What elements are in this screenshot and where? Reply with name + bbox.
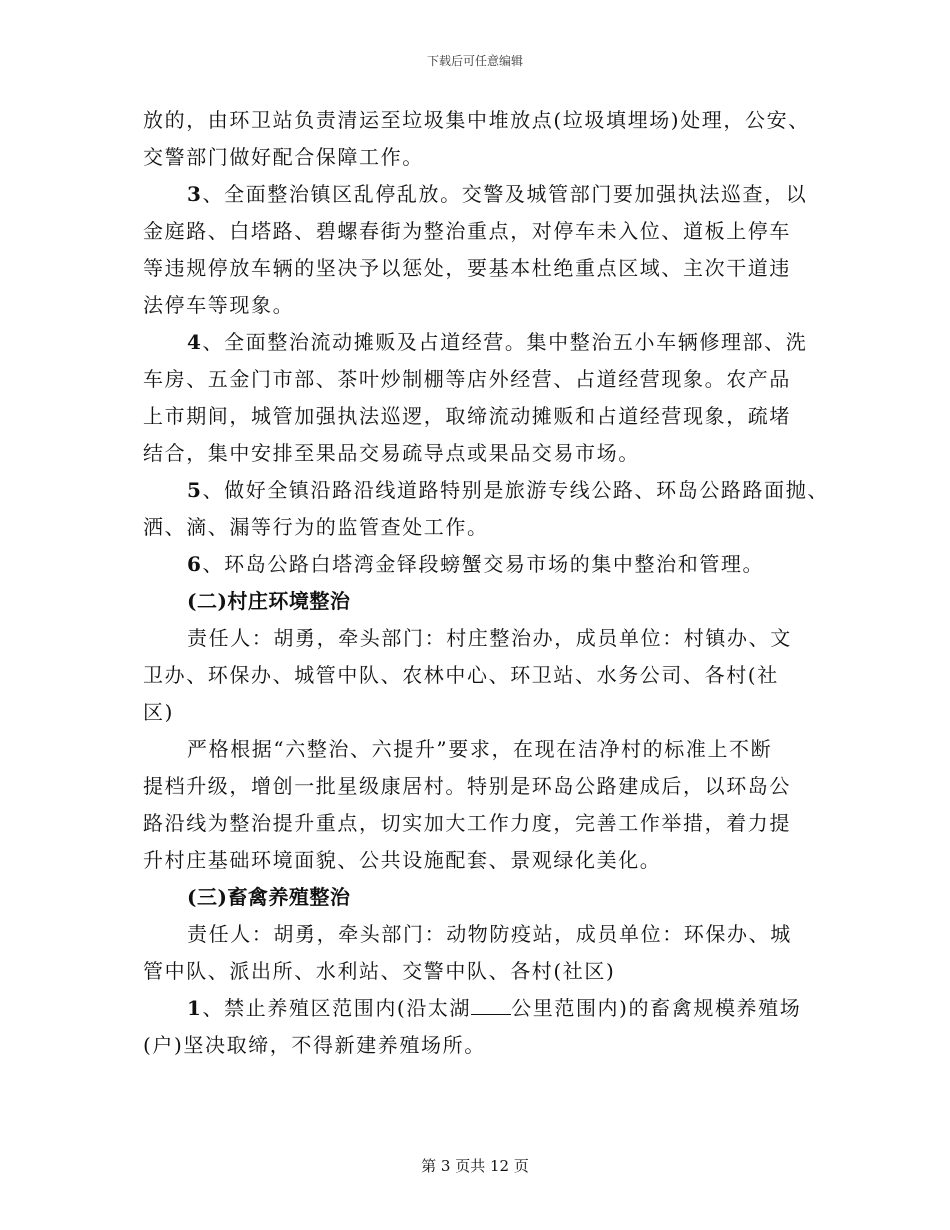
text-line: 等违规停放车辆的坚决予以惩处，要基本杜绝重点区域、主次干道违 (143, 256, 791, 280)
text-line: 金庭路、白塔路、碧螺春街为整治重点，对停车未入位、道板上停车 (143, 219, 791, 243)
paragraph (143, 324, 823, 472)
text-line: 法停车等现象。 (143, 293, 295, 317)
document-body (143, 102, 829, 1064)
text-run: 、禁止养殖区范围内(沿太湖 (202, 996, 472, 1020)
text-line: 洒、滴、漏等行为的监管查处工作。 (143, 515, 489, 539)
text-run: 公里范围内)的畜禽规模养殖场 (511, 996, 802, 1020)
paragraph (143, 546, 823, 583)
text-line (143, 546, 823, 583)
item-number: 4 (187, 330, 203, 354)
text-line: (户)坚决取缔，不得新建养殖场所。 (143, 1033, 486, 1057)
text-run: 、全面整治流动摊贩及占道经营。集中整治五小车辆修理部、洗 (202, 330, 808, 354)
text-line: 升村庄基础环境面貌、公共设施配套、景观绿化美化。 (143, 848, 662, 872)
text-run: 、做好全镇沿路沿线道路特别是旅游专线公路、环岛公路路面抛、 (202, 478, 829, 502)
text-line: 上市期间，城管加强执法巡逻，取缔流动摊贩和占道经营现象，疏堵 (143, 404, 791, 428)
text-run: 、全面整治镇区乱停乱放。交警及城管部门要加强执法巡查，以 (202, 182, 808, 206)
text-line (143, 990, 823, 1027)
text-line: 卫办、环保办、城管中队、农林中心、环卫站、水务公司、各村(社 (143, 663, 779, 687)
text-line: 区) (143, 700, 175, 724)
text-line: 管中队、派出所、水利站、交警中队、各村(社区) (143, 959, 616, 983)
text-line: 车房、五金门市部、茶叶炒制棚等店外经营、占道经营现象。农产品 (143, 367, 791, 391)
item-number: 5 (187, 478, 203, 502)
paragraph (143, 916, 823, 990)
paragraph (143, 731, 823, 879)
section-heading: (三)畜禽养殖整治 (187, 885, 351, 909)
text-line: 交警部门做好配合保障工作。 (143, 145, 424, 169)
text-line: 路沿线为整治提升重点，切实加大工作力度，完善工作举措，着力提 (143, 811, 791, 835)
item-number: 1 (187, 996, 203, 1020)
text-line: 提档升级，增创一批星级康居村。特别是环岛公路建成后，以环岛公 (143, 774, 791, 798)
text-line (143, 176, 823, 213)
section-heading: (二)村庄环境整治 (187, 589, 351, 613)
text-line: 责任人：胡勇，牵头部门：动物防疫站，成员单位：环保办、城 (187, 922, 792, 946)
fill-in-blank (471, 992, 511, 1015)
text-line (143, 324, 823, 361)
page-header: 下载后可任意编辑 (426, 54, 523, 68)
item-number: 3 (187, 182, 203, 206)
paragraph (143, 176, 823, 324)
text-line: 结合，集中安排至果品交易疏导点或果品交易市场。 (143, 441, 640, 465)
text-line (143, 472, 829, 509)
text-run: 、环岛公路白塔湾金铎段螃蟹交易市场的集中整治和管理。 (202, 552, 765, 576)
text-line: 责任人：胡勇，牵头部门：村庄整治办，成员单位：村镇办、文 (187, 626, 792, 650)
item-number: 6 (187, 552, 203, 576)
paragraph (143, 620, 823, 731)
paragraph (143, 102, 823, 176)
paragraph (143, 990, 823, 1064)
paragraph (143, 472, 829, 546)
text-line: 放的，由环卫站负责清运至垃圾集中堆放点(垃圾填埋场)处理，公安、 (143, 108, 810, 132)
page-footer: 第 3 页共 12 页 (421, 1157, 529, 1175)
text-line: 严格根据“六整治、六提升”要求，在现在洁净村的标准上不断 (187, 737, 773, 761)
